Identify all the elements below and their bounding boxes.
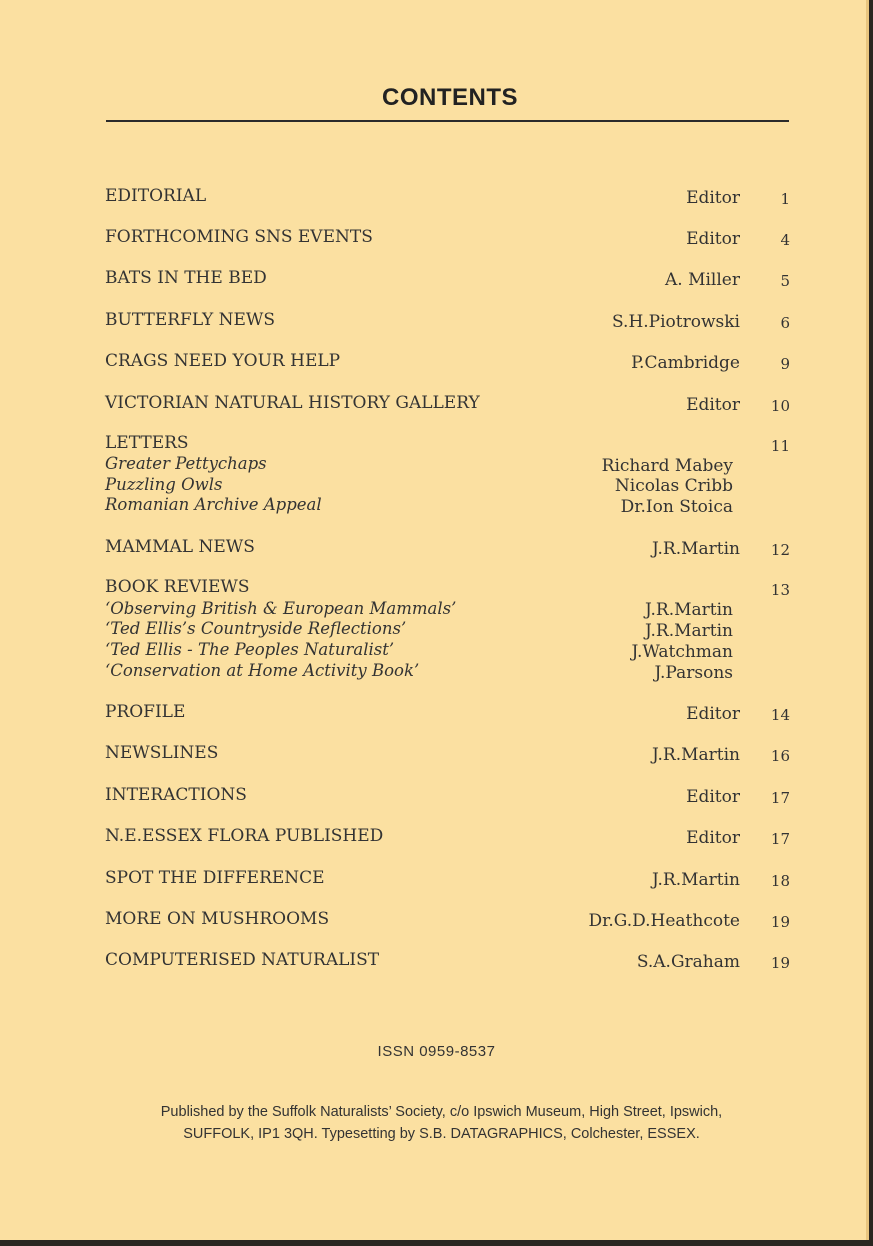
- entry-page: 13: [770, 581, 790, 599]
- entry-author: S.H.Piotrowski: [612, 312, 740, 332]
- entry-title: VICTORIAN NATURAL HISTORY GALLERY: [105, 393, 480, 413]
- review-author: J.R.Martin: [645, 600, 733, 620]
- entry-title: BATS IN THE BED: [105, 268, 267, 288]
- entry-page: 18: [770, 872, 790, 890]
- letter-author: Richard Mabey: [601, 456, 733, 476]
- entry-title: PROFILE: [105, 702, 186, 722]
- review-author: J.Parsons: [654, 663, 733, 683]
- entry-page: 11: [770, 437, 790, 455]
- review-author: J.R.Martin: [645, 621, 733, 641]
- review-title: ‘Conservation at Home Activity Book’: [105, 661, 420, 680]
- entry-title: FORTHCOMING SNS EVENTS: [105, 227, 373, 247]
- entry-title: CRAGS NEED YOUR HELP: [105, 351, 341, 371]
- issn-number: ISSN 0959-8537: [377, 1043, 496, 1060]
- entry-author: Editor: [686, 787, 740, 807]
- entry-title: LETTERS: [105, 433, 189, 453]
- review-title: ‘Observing British & European Mammals’: [105, 599, 457, 618]
- entry-author: S.A.Graham: [636, 952, 740, 972]
- entry-author: Editor: [686, 828, 740, 848]
- letter-title: Puzzling Owls: [105, 475, 223, 494]
- entry-title: NEWSLINES: [105, 743, 219, 763]
- entry-title: MORE ON MUSHROOMS: [105, 909, 330, 929]
- entry-page: 17: [770, 789, 790, 807]
- entry-author: Editor: [686, 395, 740, 415]
- entry-page: 17: [770, 830, 790, 848]
- entry-page: 12: [770, 541, 790, 559]
- entry-page: 4: [780, 231, 790, 249]
- entry-page: 19: [770, 913, 790, 931]
- entry-title: BOOK REVIEWS: [105, 577, 250, 597]
- entry-author: Editor: [686, 704, 740, 724]
- entry-page: 10: [770, 397, 790, 415]
- entry-page: 6: [780, 314, 790, 332]
- entry-author: J.R.Martin: [652, 539, 740, 559]
- letter-author: Dr.Ion Stoica: [620, 497, 733, 517]
- entry-author: J.R.Martin: [652, 870, 740, 890]
- entry-author: Editor: [686, 188, 740, 208]
- review-title: ‘Ted Ellis’s Countryside Reflections’: [105, 619, 407, 638]
- entry-page: 5: [780, 272, 790, 290]
- entry-author: Dr.G.D.Heathcote: [588, 911, 740, 931]
- entry-author: P.Cambridge: [631, 353, 740, 373]
- entry-title: MAMMAL NEWS: [105, 537, 255, 557]
- letter-author: Nicolas Cribb: [614, 476, 733, 496]
- entry-page: 16: [770, 747, 790, 765]
- entry-page: 19: [770, 954, 790, 972]
- review-title: ‘Ted Ellis - The Peoples Naturalist’: [105, 640, 395, 659]
- letter-title: Greater Pettychaps: [105, 454, 267, 473]
- entry-title: SPOT THE DIFFERENCE: [105, 868, 325, 888]
- entry-page: 14: [770, 706, 790, 724]
- page-title: CONTENTS: [382, 84, 518, 111]
- review-author: J.Watchman: [631, 642, 733, 662]
- entry-title: EDITORIAL: [105, 186, 207, 206]
- entry-author: Editor: [686, 229, 740, 249]
- entry-title: INTERACTIONS: [105, 785, 247, 805]
- entry-title: COMPUTERISED NATURALIST: [105, 950, 380, 970]
- entry-author: A. Miller: [665, 270, 740, 290]
- publisher-line: SUFFOLK, IP1 3QH. Typesetting by S.B. DATAGRAPHICS, Colchester, ESSEX.: [183, 1126, 700, 1142]
- entry-author: J.R.Martin: [652, 745, 740, 765]
- entry-title: N.E.ESSEX FLORA PUBLISHED: [105, 826, 384, 846]
- entry-title: BUTTERFLY NEWS: [105, 310, 276, 330]
- letter-title: Romanian Archive Appeal: [105, 495, 322, 514]
- entry-page: 1: [780, 190, 790, 208]
- entry-page: 9: [780, 355, 790, 373]
- publisher-line: Published by the Suffolk Naturalists’ Society, c/o Ipswich Museum, High Street, Ipswich,: [160, 1104, 723, 1120]
- title-rule: [106, 120, 789, 122]
